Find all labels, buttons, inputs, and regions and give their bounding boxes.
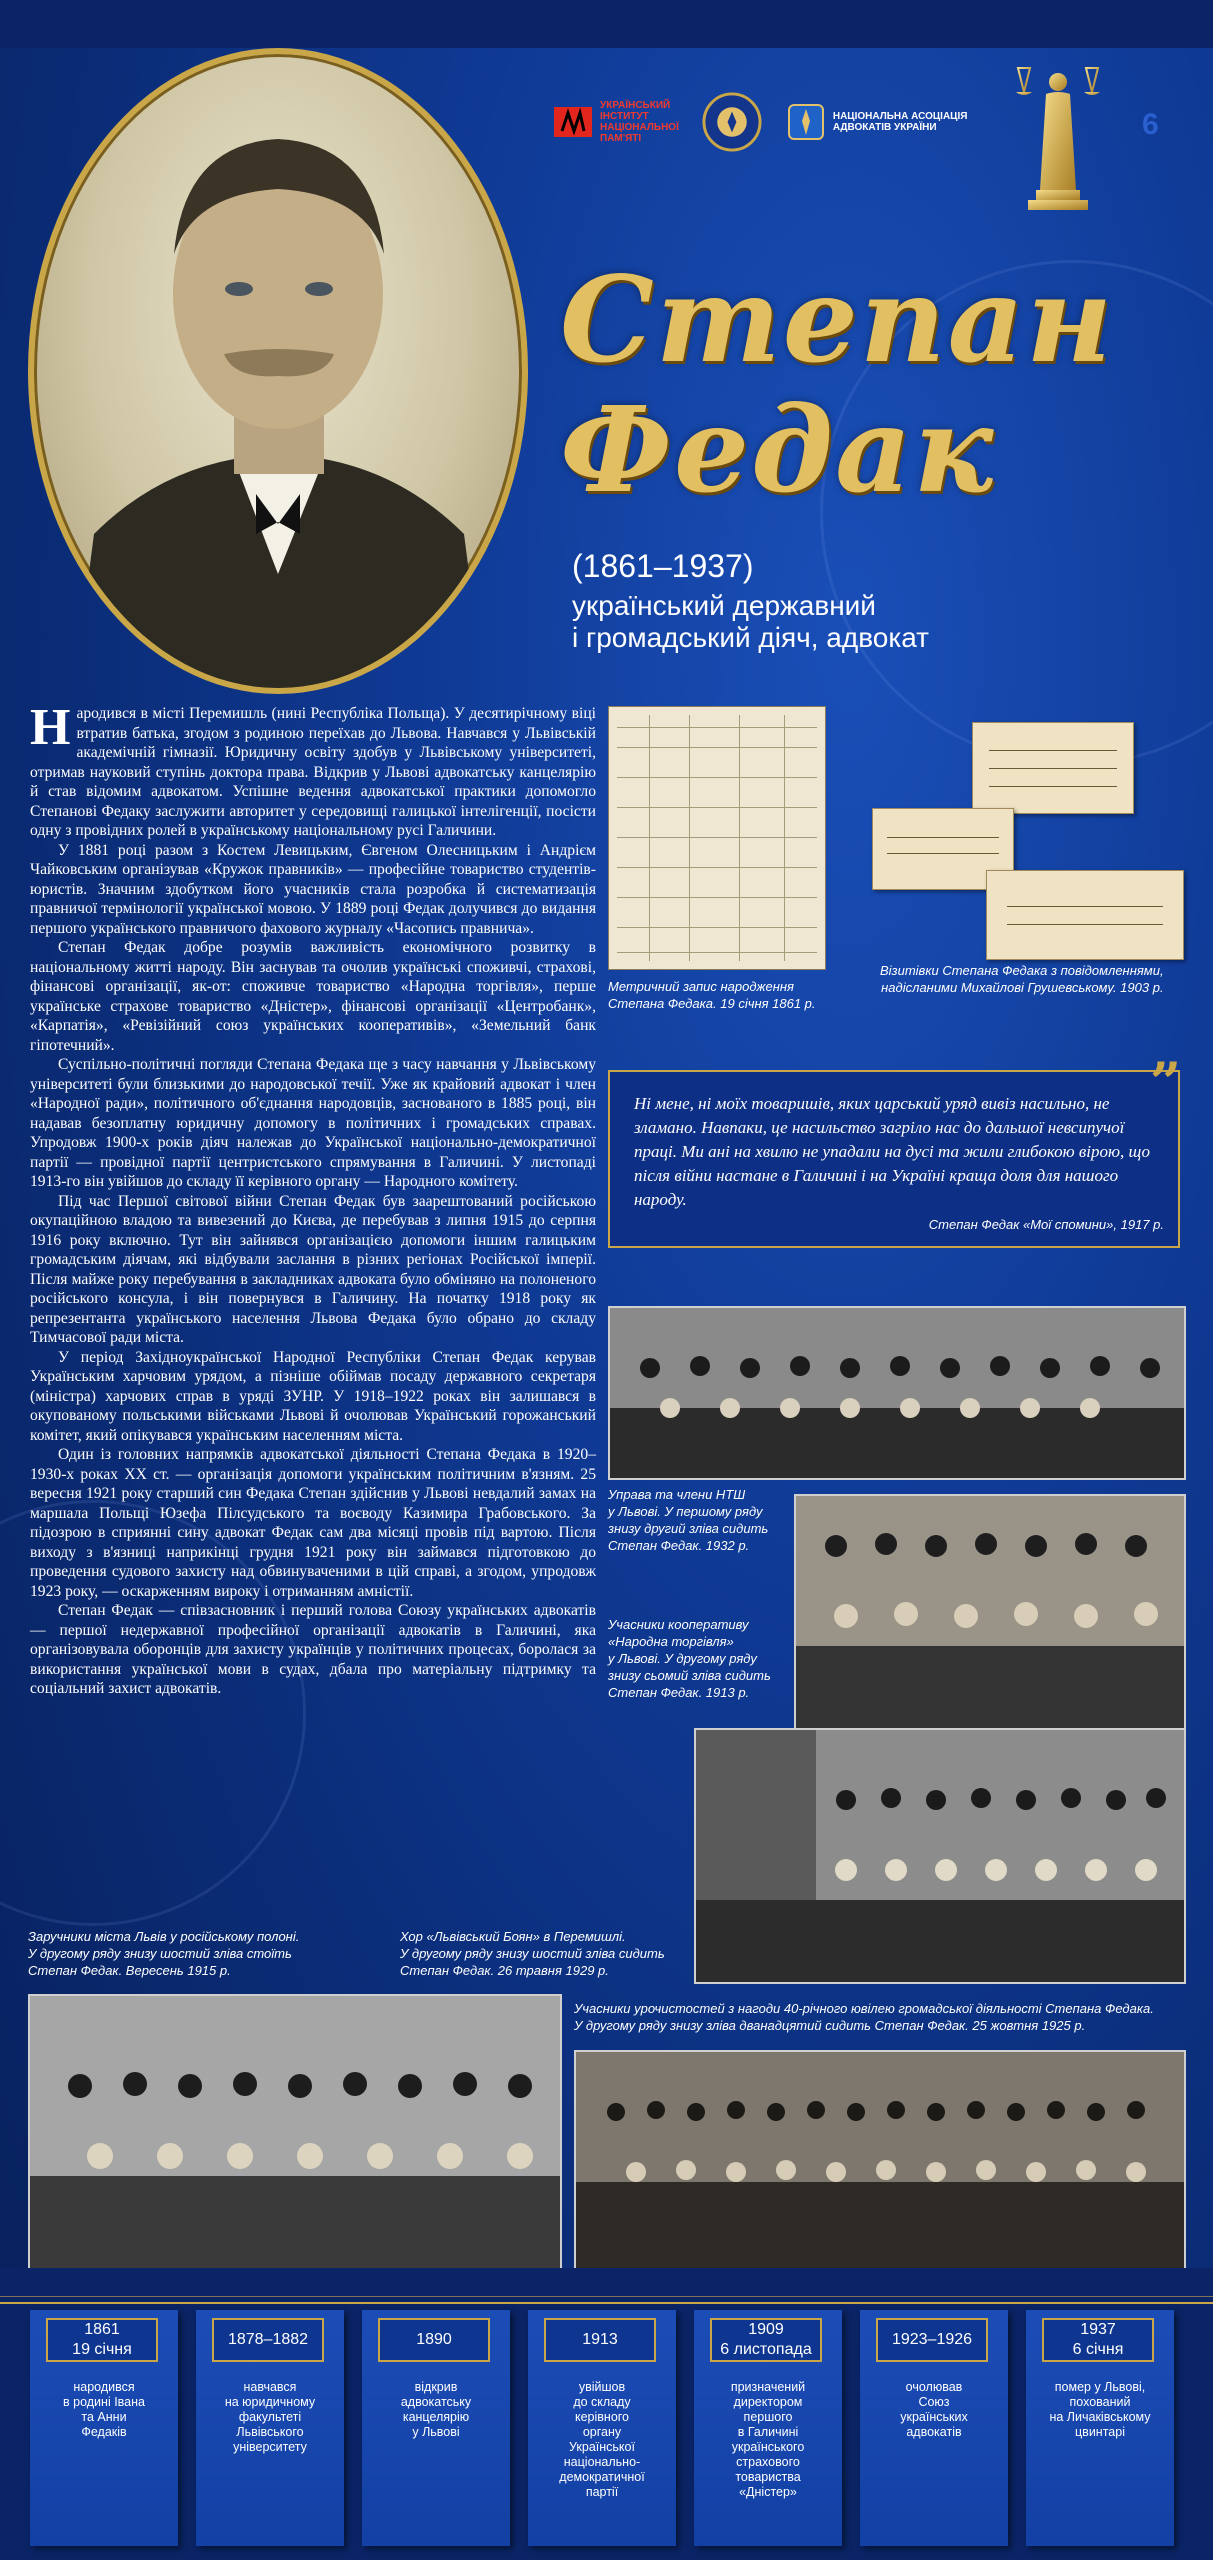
timeline-date: 1937 6 січня [1042,2318,1154,2362]
timeline-event [528,2310,676,2546]
timeline-event [694,2310,842,2546]
portrait-illustration [34,54,522,688]
timeline-event [1026,2310,1174,2546]
quote-box [608,1070,1180,1248]
logo-emblem [701,91,763,153]
logo-naau [785,101,968,143]
group-photo-illustration [796,1496,1184,1740]
timeline-event [196,2310,344,2546]
paragraph-text: ародився в місті Перемишль (нині Республіка Польща). У десятирічному віці втратив батька, згодом з родиною переїхав до Львова. Навчався у Львівській академічній гімназії. Юридичну освіту здобув у Львівському університеті, отримав науковий ступінь доктора права. Відкрив у Львові адвокатську канцелярію й став відомим адвокатом. Успішне ведення адвокатської практики допомогло Степанові Федаку заслужити авторитет у середовищі галицької інтелігенції, посісти одну з провідних ролей в українському національному русі Галичини. [30,705,596,839]
group-photo-illustration [576,2052,1184,2274]
ntsh-caption: Управа та члени НТШ у Львові. У першому ряду знизу другий зліва сидить Степан Федак. 1932 р. [608,1487,769,1553]
emblem-logo-icon [701,91,763,153]
role-line-2: і громадський діяч, адвокат [572,622,929,653]
group-photo-illustration [610,1308,1184,1478]
page-number: 6 [1142,108,1159,141]
group-photo-illustration [30,1996,560,2274]
biography-paragraph: У 1881 році разом з Костем Левицьким, Євгеном Олесницьким і Андрієм Чайковським організував «Кружок правників» — професійне товариство студентів-юристів. Значним здобутком його учасників стала розробка й систематизація правничої термінології української мовою. У 1889 році Федак долучився до видання першого українського правничого фахового журналу «Часопись правнича». [30,841,596,937]
coop-caption: Учасники кооперативу «Народна торгівля» у Львові. У другому ряду знизу сьомий зліва сидить Степан Федак. 1913 р. [608,1617,771,1700]
timeline-date: 1909 6 листопада [710,2318,822,2362]
timeline-date: 1923–1926 [876,2318,988,2362]
biography-paragraph: У період Західноукраїнської Народної Республіки Степан Федак керував Українським харчовим урядом, а пізніше обіймав посаду державного секретаря (міністра) харчових справ в уряді ЗУНР. У 1918–1922 роках він залишався в окупованому польськими військами Львові й очолював Український горожанський комітет, який опікувався українським населенням міста. [30,1348,596,1444]
jubilee-caption: Учасники урочистостей з нагоди 40-річного ювілею громадської діяльності Степана Федака. У другому ряду знизу зліва дванадцятий сидить Степан Федак. 25 жовтня 1925 р. [574,2001,1154,2033]
uinp-logo-text: УКРАЇНСЬКИЙ ІНСТИТУТ НАЦІОНАЛЬНОЇ ПАМ'ЯТІ [600,100,679,144]
quote-mark-icon: ” [1150,1050,1182,1114]
naau-logo-icon [785,101,827,143]
birth-record-caption: Метричний запис народження Степана Федака. 19 січня 1861 р. [608,979,816,1011]
timeline-date: 1890 [378,2318,490,2362]
photo-ntsh [608,1306,1186,1480]
quote-source: Степан Федак «Мої спомини», 1917 р. [928,1217,1164,1232]
timeline-date: 1913 [544,2318,656,2362]
uinp-logo-icon [552,101,594,143]
logos-row [552,92,967,152]
photo-jubilee [574,2050,1186,2276]
group-photo-illustration [696,1730,1184,1982]
business-cards-caption: Візитівки Степана Федака з повідомленнями, надісланими Михайлові Грушевському. 1903 р. [880,963,1164,995]
timeline-text: народився в родині Івана та Анни Федаків [63,2380,145,2439]
life-years: (1861–1937) [572,548,754,584]
timeline-text: відкрив адвокатську канцелярію у Львові [400,2380,472,2439]
biography-paragraph: Степан Федак добре розумів важливість економічного розвитку в національному житті народу. Він заснував та очолив українські споживчі, страхові, фінансові організації, як-от: споживче товариство «Народна торгівля», перше українське страхове товариство «Дністер», фінансові організації «Центробанк», «Карпатія», «Ревізійний союз українських кооперативів», «Земельний банк гіпотечний». [30,939,596,1054]
business-card [986,870,1184,960]
biography-paragraph: Степан Федак — співзасновник і перший голова Союзу українських адвокатів — першої недержавної професійної організації адвокатів в Галичині, яка організовувала оборонців для захисту українців у політичних процесах, боролася за використання української мови в судах, дбала про матеріальну підтримку та соціальний захист адвокатів. [30,1602,596,1697]
timeline-event [30,2310,178,2546]
timeline-text: помер у Львові, похований на Личаківському цвинтарі [1049,2380,1151,2439]
biography-text [30,699,596,1699]
biography-paragraph: Під час Першої світової війни Степан Федак був заарештований російською окупаційною владою та вивезений до Києва, де перебував з липня 1915 до серпня 1916 року включно. Тут він зайнявся організацією допомоги іншим галицьким громадським діячам, які відбували заслання в різних регіонах Російської імперії. Після майже року перебування в закладниках адвоката було обміняно на полоненого російського консула, і він повернувся в Галичину. На початку 1918 року як репрезентанта українського населення Львова Федака було обрано до складу Тимчасової ради міста. [30,1192,596,1346]
photo-choir [694,1728,1186,1984]
photo-coop [794,1494,1186,1742]
dropcap: Н [30,699,71,756]
timeline-text: увійшов до складу керівного органу Української національно- демократичної партії [559,2380,645,2499]
title-first-name: Степан [560,250,1115,389]
role-description [572,590,929,654]
title-last-name: Федак [560,380,996,519]
timeline-line [0,2296,1213,2297]
timeline-date: 1861 19 січня [46,2318,158,2362]
biography-paragraph: Суспільно-політичні погляди Степана Федака ще з часу навчання у Львівському університеті були близькими до народовської течії. Уже як крайовий адвокат і член «Народної ради», політичного об'єднання народовців, заснованого в 1885 році, він надавав безоплатну юридичну допомогу в політичних і громадських справах. Упродовж 1900-х років діяч належав до Української національно-демократичної партії — провідної партії центристського спрямування в Галичині. У листопаді 1913-го він увійшов до складу її керівного органу — Народного комітету. [30,1056,596,1190]
hostages-caption: Заручники міста Львів у російському полоні. У другому ряду знизу шостий зліва стоїть Степан Федак. Вересень 1915 р. [28,1929,300,1978]
timeline-event [362,2310,510,2546]
timeline-line [0,2302,1213,2304]
birth-record-image [608,706,826,970]
timeline-text: призначений директором першого в Галичині українського страхового товариства «Дністер» [730,2380,806,2499]
naau-logo-text: НАЦІОНАЛЬНА АСОЦІАЦІЯ АДВОКАТІВ УКРАЇНИ [832,111,968,133]
quote-text: Ні мене, ні моїх товаришів, яких царський уряд вивіз насильно, не зламано. Навпаки, це насильство загріло нас до дальшої невсипучої праці. Ми ані на хвилю не упадали на дусі та жили глибокою вірою, що після війни настане в Галичині і на Україні краща доля для нашого народу. [634,1094,1150,1209]
photo-hostages [28,1994,562,2276]
business-cards-image [868,714,1184,964]
logo-uinp [552,100,679,144]
timeline-date: 1878–1882 [212,2318,324,2362]
business-card [972,722,1134,814]
timeline-event [860,2310,1008,2546]
portrait-photo [28,48,528,694]
biography-paragraph: Один із головних напрямків адвокатської діяльності Степана Федака в 1920–1930-х роках ХХ ст. — організація допомоги українським політичним в'язням. 25 вересня 1921 року старший син Федака Степан здійснив у Львові невдалий замах на маршала Польщі Юзефа Пілсудського та воєводу Казимира Грабовського. За підозрою в сприянні сину адвокат Федак сам два місяці провів під вартою. Після виходу з в'язниці наприкінці грудня 1921 року він займався підготовкою до проведення судового захисту над обвинуваченими в цій справі, а згодом, упродовж 1923 року, — оскарженням вироку і отриманням амністії. [30,1446,596,1600]
role-line-1: український державний [572,590,876,621]
timeline-text: очолював Союз українських адвокатів [900,2380,968,2439]
choir-caption: Хор «Львівський Боян» в Перемишлі. У другому ряду знизу шостий зліва сидить Степан Федак. 26 травня 1929 р. [400,1929,665,1978]
biography-paragraph [30,699,596,841]
lady-justice-icon [1010,40,1106,212]
timeline-text: навчався на юридичному факультеті Львівського університету [224,2380,316,2454]
